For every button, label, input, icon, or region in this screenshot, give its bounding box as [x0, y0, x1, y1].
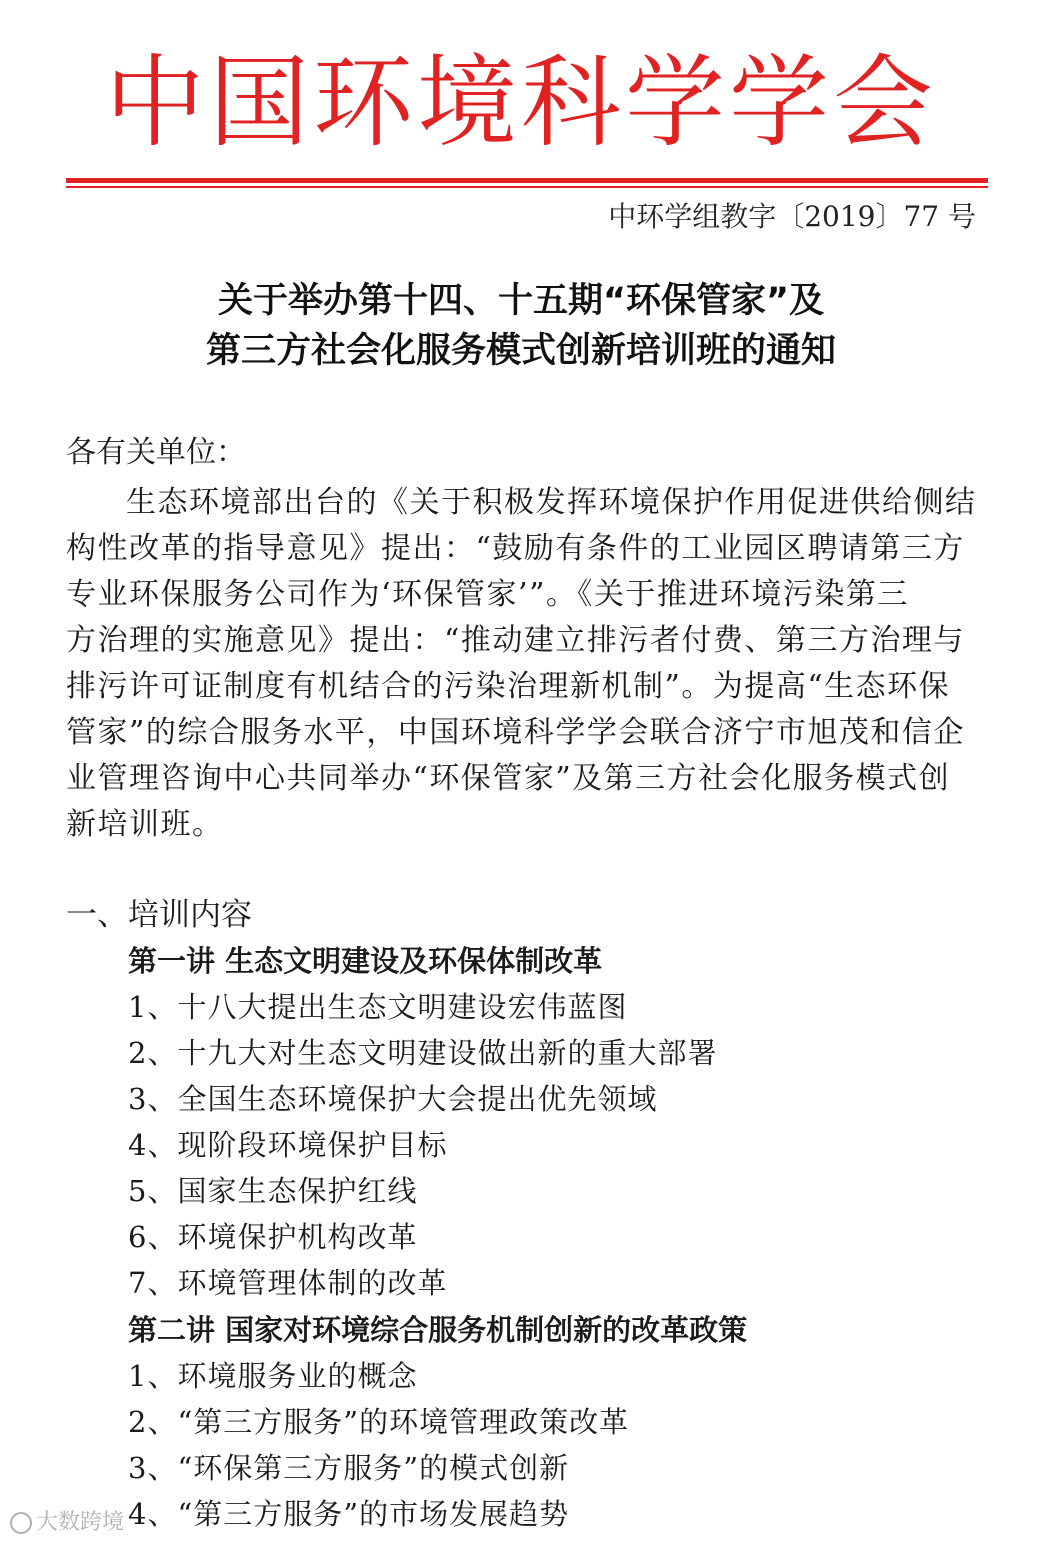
- list-item: 4、“第三方服务”的市场发展趋势: [128, 1497, 570, 1531]
- salutation: 各有关单位：: [66, 435, 246, 470]
- intro-paragraph: [66, 480, 986, 848]
- watermark-logo-icon: [10, 1512, 32, 1534]
- list-item: 6、环境保护机构改革: [128, 1220, 418, 1254]
- document-number: 中环学组教字〔2019〕77 号: [608, 200, 976, 233]
- letterhead-rule-thin: [66, 186, 988, 188]
- lecture-1-items: [128, 987, 717, 1309]
- notice-title-line-1: 关于举办第十四、十五期“环保管家”及: [217, 281, 824, 321]
- list-item: 1、环境服务业的概念: [128, 1359, 418, 1393]
- intro-line: 管家”的综合服务水平，中国环境科学学会联合济宁市旭茂和信企: [66, 715, 965, 750]
- intro-line: 专业环保服务公司作为‘环保管家’”。《关于推进环境污染第三: [66, 577, 909, 612]
- lecture-2-title: 第二讲 国家对环境综合服务机制创新的改革政策: [128, 1313, 748, 1347]
- intro-line: 生态环境部出台的《关于积极发挥环境保护作用促进供给侧结: [126, 485, 977, 520]
- intro-line: 新培训班。: [66, 807, 224, 842]
- intro-line: 业管理咨询中心共同举办“环保管家”及第三方社会化服务模式创: [66, 761, 951, 796]
- section-heading-training-content: 一、培训内容: [66, 897, 252, 933]
- letterhead-rule-thick: [66, 178, 988, 183]
- list-item: 5、国家生态保护红线: [128, 1174, 418, 1208]
- lecture-1-title: 第一讲 生态文明建设及环保体制改革: [128, 944, 603, 978]
- list-item: 2、十九大对生态文明建设做出新的重大部署: [128, 1036, 718, 1070]
- list-item: 3、“环保第三方服务”的模式创新: [128, 1451, 570, 1485]
- list-item: 4、现阶段环境保护目标: [128, 1128, 448, 1162]
- watermark-text: 大数跨境: [36, 1510, 125, 1535]
- lecture-2-items: [128, 1356, 629, 1540]
- watermark: [10, 1510, 124, 1536]
- intro-line: 方治理的实施意见》提出：“推动建立排污者付费、第三方治理与: [66, 623, 965, 658]
- notice-title-line-2: 第三方社会化服务模式创新培训班的通知: [205, 331, 836, 371]
- list-item: 3、全国生态环境保护大会提出优先领域: [128, 1082, 658, 1116]
- list-item: 7、环境管理体制的改革: [128, 1266, 448, 1300]
- letterhead-organization: 中国环境科学学会: [105, 44, 937, 161]
- intro-line: 排污许可证制度有机结合的污染治理新机制”。为提高“生态环保: [66, 669, 951, 704]
- list-item: 2、“第三方服务”的环境管理政策改革: [128, 1405, 630, 1439]
- list-item: 1、十八大提出生态文明建设宏伟蓝图: [128, 990, 628, 1024]
- intro-line: 构性改革的指导意见》提出：“鼓励有条件的工业园区聘请第三方: [66, 531, 965, 566]
